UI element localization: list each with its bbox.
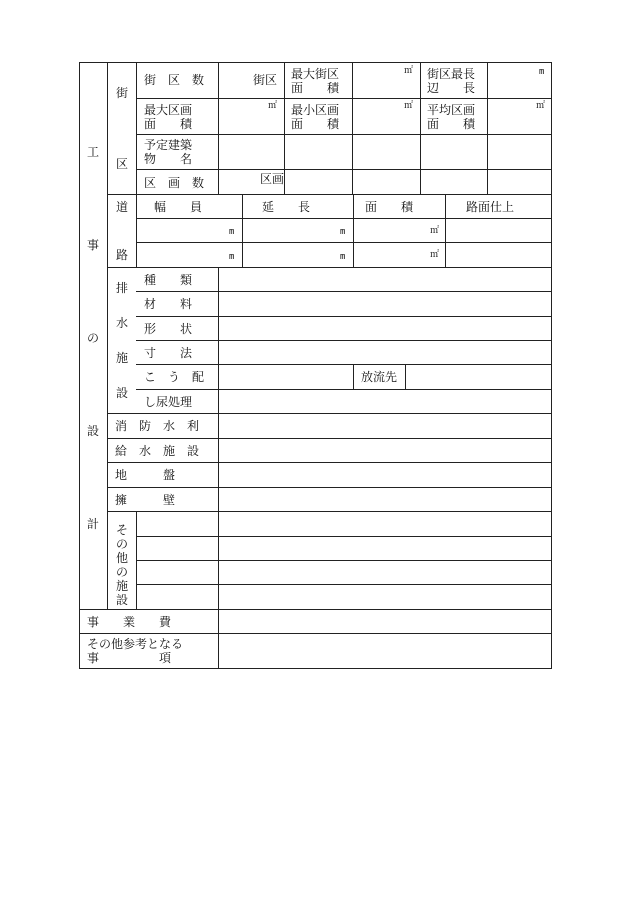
max-side-unit: m — [539, 67, 545, 77]
max-lot-area-unit: ㎡ — [268, 101, 278, 111]
road-r2-area-unit: ㎡ — [430, 250, 440, 260]
drain-gradient-label: こ う 配 — [144, 370, 205, 384]
gaiku-count-unit: 街区 — [253, 73, 278, 87]
misc-line-0 — [107, 413, 552, 414]
planned-building-label-a: 予定建築 — [144, 138, 193, 152]
drain-line-5 — [136, 389, 552, 390]
other-line-2 — [136, 560, 552, 561]
road-r2-length-unit: m — [340, 252, 346, 262]
reference-label-a: その他参考となる — [87, 637, 184, 651]
road-header-surface: 路面仕上 — [466, 200, 515, 214]
side-main-3: の — [87, 331, 100, 345]
gaiku-count-text: 街 区 数 — [144, 73, 205, 87]
other-line-1 — [136, 536, 552, 537]
drain-top-line — [107, 267, 552, 268]
side-gaiku-1: 街 — [116, 86, 129, 100]
gaiku-row-line-1 — [136, 98, 552, 99]
fire-water-label: 消 防 水 利 — [115, 419, 200, 433]
cost-top-line — [79, 609, 552, 610]
gaiku-col-1 — [284, 62, 285, 194]
max-block-area-label-a: 最大街区 — [291, 67, 340, 81]
drain-line-3 — [136, 340, 552, 341]
col-line-main — [107, 62, 108, 609]
side-road-1: 道 — [116, 200, 129, 214]
max-lot-area-label-a: 最大区画 — [144, 103, 193, 117]
road-r1-length-unit: m — [340, 227, 346, 237]
gaiku-col-3 — [420, 62, 421, 194]
col-line-sub — [136, 62, 137, 267]
misc-line-2 — [107, 462, 552, 463]
frame-bottom — [79, 668, 552, 669]
gaiku-col-4 — [487, 62, 488, 194]
project-cost-label: 事 業 費 — [87, 615, 172, 629]
avg-lot-area-label-b: 面 積 — [427, 117, 476, 131]
road-header-width: 幅 員 — [154, 200, 203, 214]
road-col-1 — [242, 194, 243, 267]
max-block-area-label-b: 面 積 — [291, 81, 340, 95]
min-lot-area-unit: ㎡ — [404, 101, 414, 111]
outlet-col-left — [353, 364, 354, 389]
ground-label: 地 盤 — [115, 468, 176, 482]
avg-lot-area-unit: ㎡ — [536, 101, 546, 111]
drain-type-label: 種 類 — [144, 273, 193, 287]
side-main-5: 計 — [87, 517, 100, 531]
gaiku-col-2 — [352, 62, 353, 194]
max-side-label-b: 辺 長 — [427, 81, 476, 95]
misc-line-3 — [107, 487, 552, 488]
side-drain-3: 施 — [116, 351, 129, 365]
gaiku-count-label — [144, 73, 212, 87]
side-drain-2: 水 — [116, 316, 129, 330]
side-main-4: 設 — [87, 424, 100, 438]
side-drain-1: 排 — [116, 281, 129, 295]
frame-right — [551, 62, 552, 669]
side-drain-4: 設 — [116, 386, 129, 400]
road-top-line — [107, 194, 552, 195]
drain-shape-label: 形 状 — [144, 322, 193, 336]
lot-count-label: 区 画 数 — [144, 176, 205, 190]
drain-size-label: 寸 法 — [144, 346, 193, 360]
road-r1-area-unit: ㎡ — [430, 226, 440, 236]
road-col-3 — [445, 194, 446, 267]
drain-line-4 — [136, 364, 552, 365]
sewage-label: し尿処理 — [144, 395, 193, 409]
road-header-length: 延 長 — [262, 200, 311, 214]
reference-label-b: 事 項 — [87, 651, 172, 665]
other-line-3 — [136, 584, 552, 585]
road-row-line-2 — [136, 242, 552, 243]
min-lot-area-label-a: 最小区画 — [291, 103, 340, 117]
outlet-label: 放流先 — [361, 370, 398, 384]
avg-lot-area-label-a: 平均区画 — [427, 103, 476, 117]
max-lot-area-label-b: 面 積 — [144, 117, 193, 131]
drain-line-2 — [136, 316, 552, 317]
drain-material-label: 材 料 — [144, 297, 193, 311]
road-header-area: 面 積 — [365, 200, 414, 214]
water-supply-label: 給 水 施 設 — [115, 444, 200, 458]
gaiku-row-line-2 — [136, 134, 552, 135]
road-r1-width-unit: m — [229, 227, 235, 237]
col-line-label — [218, 62, 219, 194]
max-side-label-a: 街区最長 — [427, 67, 476, 81]
side-main-2: 事 — [87, 238, 100, 252]
side-other-facilities: その他の施設 — [115, 523, 128, 607]
frame-left — [79, 62, 80, 669]
lot-count-unit: 区画 — [260, 172, 285, 186]
side-main-1: 工 — [87, 145, 100, 159]
drain-line-1 — [136, 291, 552, 292]
gaiku-row-line-3 — [136, 169, 552, 170]
planned-building-label-b: 物 名 — [144, 152, 193, 166]
road-r2-width-unit: m — [229, 252, 235, 262]
misc-line-4 — [107, 511, 552, 512]
outlet-col-right — [405, 364, 406, 389]
side-road-2: 路 — [116, 248, 129, 262]
retaining-wall-label: 擁 壁 — [115, 493, 176, 507]
frame-top — [79, 62, 552, 63]
road-row-line-1 — [136, 218, 552, 219]
ref-top-line — [79, 633, 552, 634]
max-block-area-unit: ㎡ — [404, 66, 414, 76]
road-col-2 — [353, 194, 354, 267]
side-gaiku-2: 区 — [116, 157, 129, 171]
misc-line-1 — [107, 438, 552, 439]
min-lot-area-label-b: 面 積 — [291, 117, 340, 131]
